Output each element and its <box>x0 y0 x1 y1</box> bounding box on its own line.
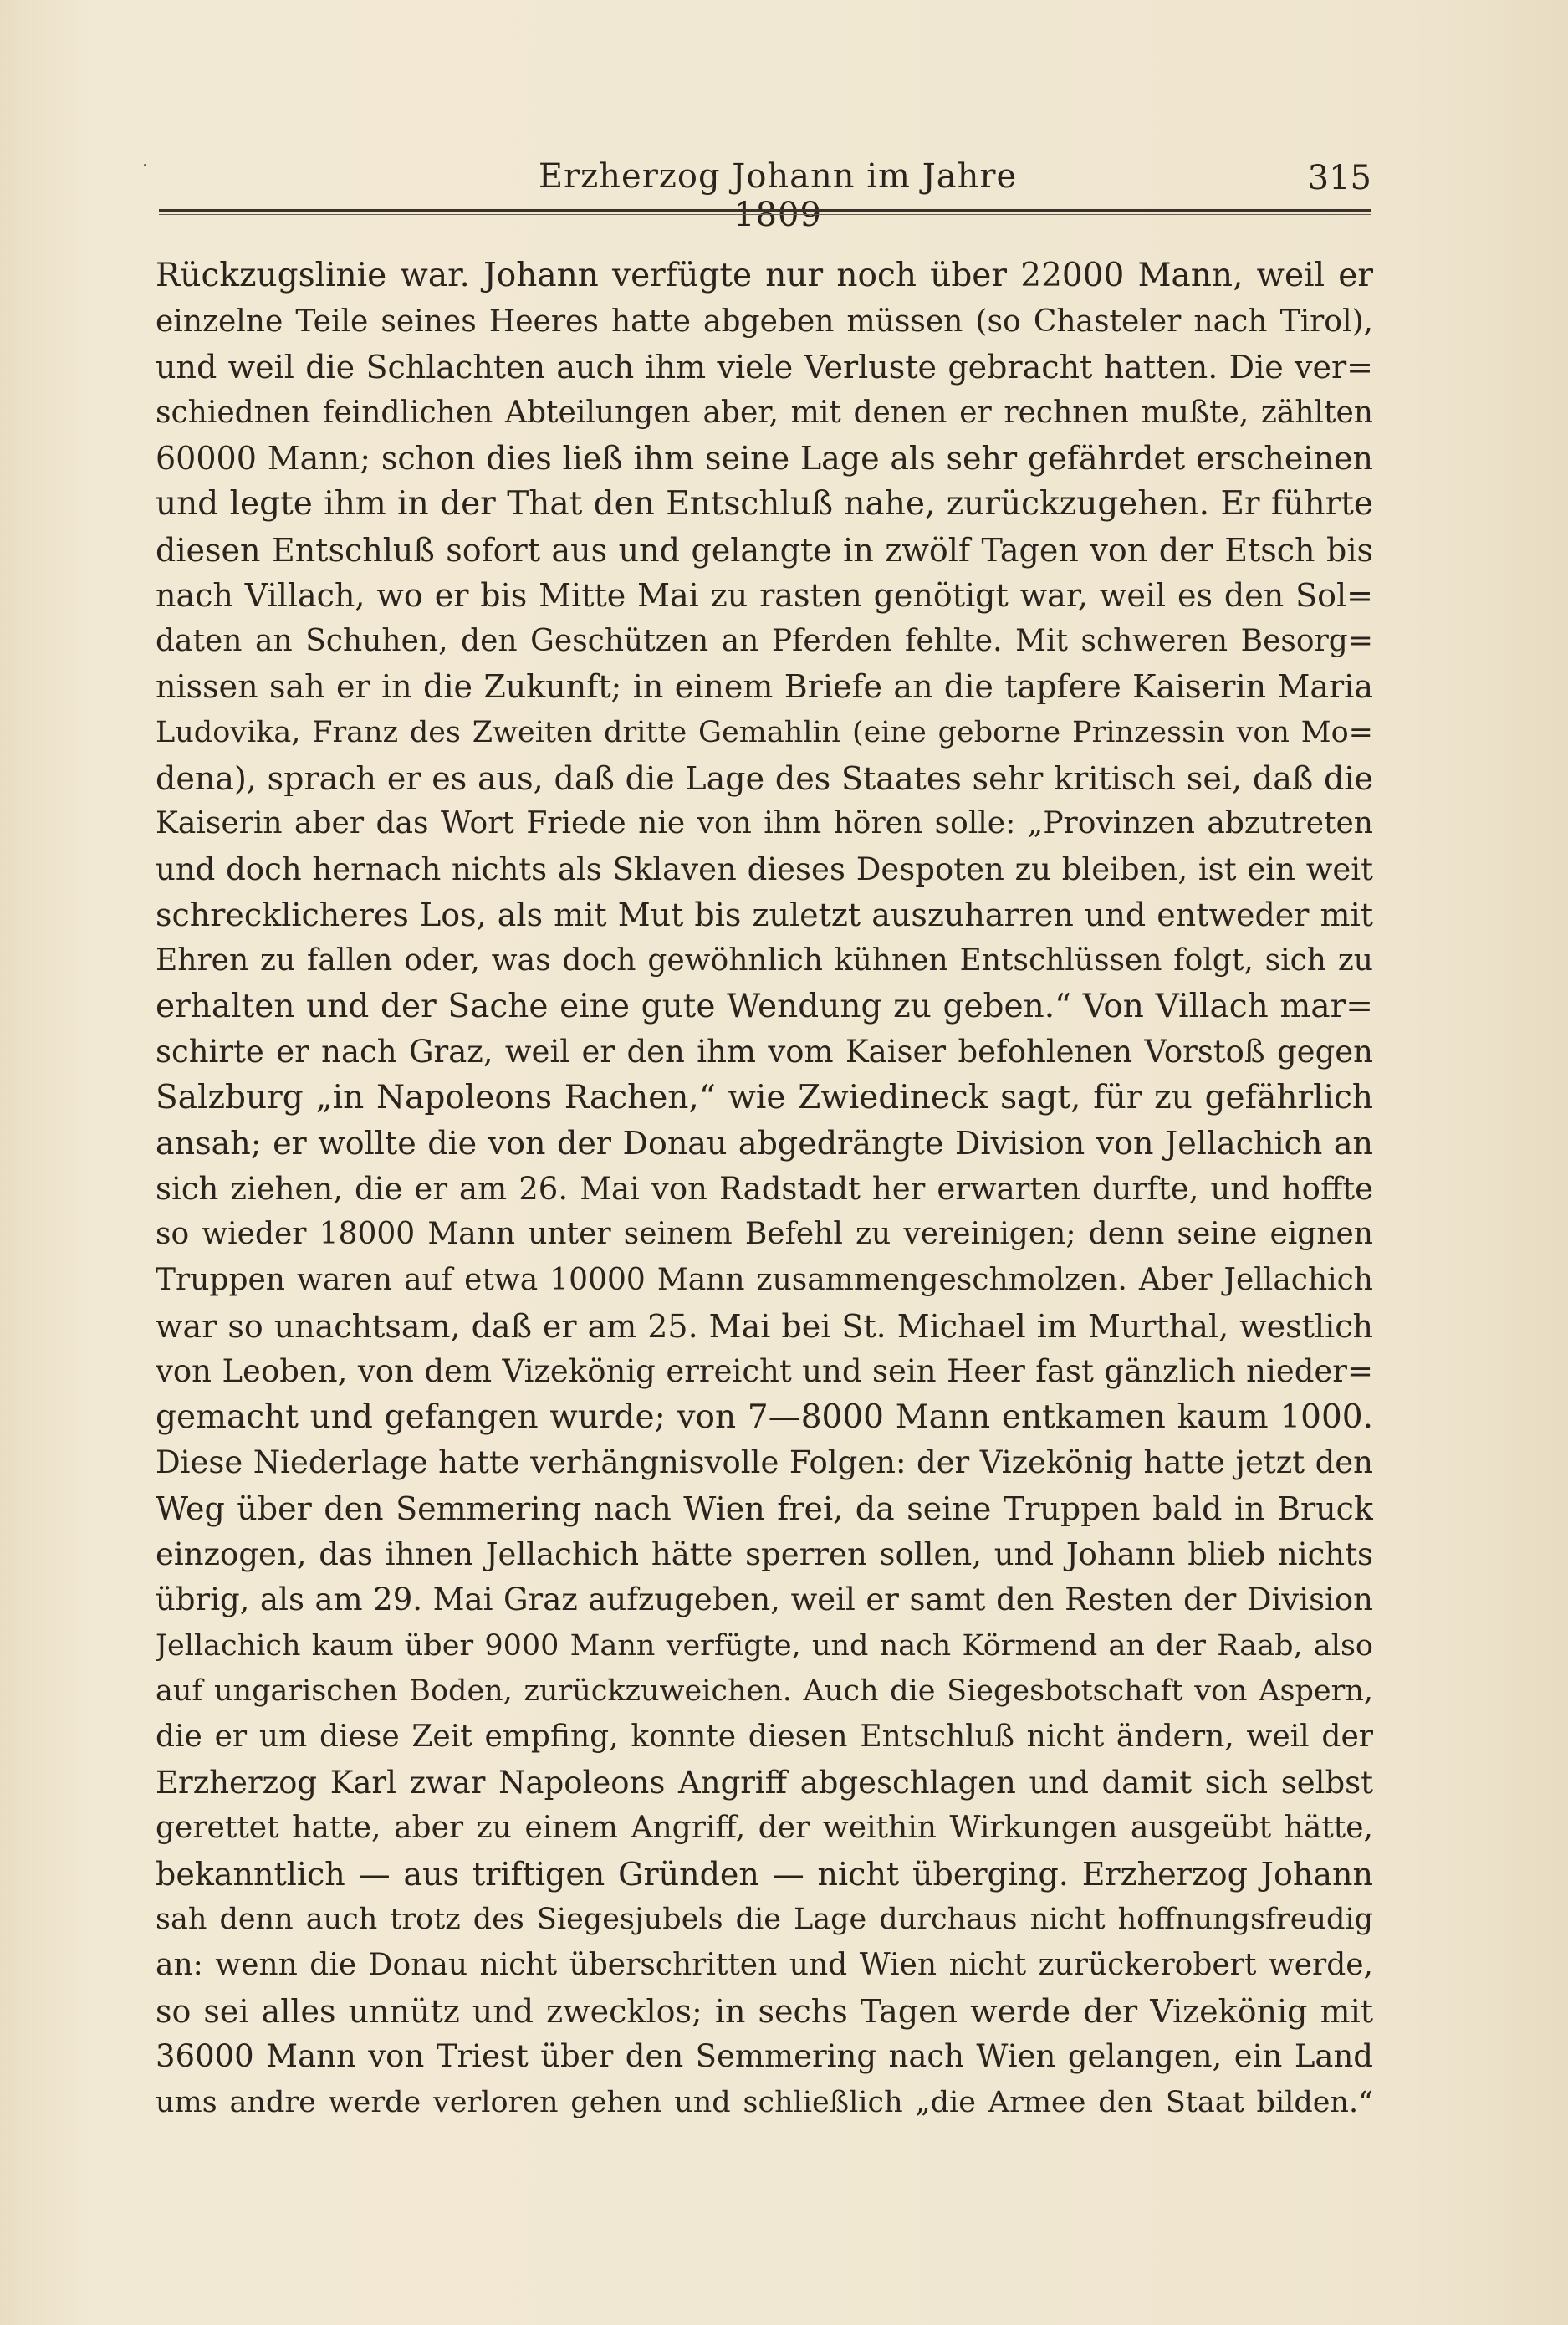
text-line: Ludovika, Franz des Zweiten dritte Gemahlin (eine geborne Prinzessin von Mo= <box>156 715 1373 749</box>
text-line: Rückzugslinie war. Johann verfügte nur noch über 22000 Mann, weil er <box>156 257 1373 294</box>
text-line: ansah; er wollte die von der Donau abgedrängte Division von Jellachich an <box>156 1125 1373 1162</box>
page-header <box>159 157 1371 234</box>
text-line: so sei alles unnütz und zwecklos; in sechs Tagen werde der Vizekönig mit <box>156 1992 1373 2030</box>
text-line: Salzburg „in Napoleons Rachen,“ wie Zwiedineck sagt, für zu gefährlich <box>156 1078 1373 1117</box>
text-line: gerettet hatte, aber zu einem Angriff, der weithin Wirkungen ausgeübt hätte, <box>156 1811 1373 1846</box>
text-line: Erzherzog Karl zwar Napoleons Angriff abgeschlagen und damit sich selbst <box>156 1764 1373 1801</box>
text-line: Weg über den Semmering nach Wien frei, da seine Truppen bald in Bruck <box>156 1490 1373 1528</box>
text-line: Diese Niederlage hatte verhängnisvolle Folgen: der Vizekönig hatte jetzt den <box>156 1444 1373 1481</box>
text-line: an: wenn die Donau nicht überschritten und Wien nicht zurückerobert werde, <box>156 1947 1373 1982</box>
text-line: schiednen feindlichen Abteilungen aber, mit denen er rechnen mußte, zählten <box>156 395 1373 430</box>
text-line: schirte er nach Graz, weil er den ihm vom Kaiser befohlenen Vorstoß gegen <box>156 1034 1373 1071</box>
page-number: 315 <box>1307 159 1371 197</box>
header-rule-thin <box>159 214 1371 215</box>
text-line: diesen Entschluß sofort aus und gelangte in zwölf Tagen von der Etsch bis <box>156 531 1373 569</box>
text-line: nach Villach, wo er bis Mitte Mai zu rasten genötigt war, weil es den Sol= <box>156 577 1373 615</box>
text-line: von Leoben, von dem Vizekönig erreicht und sein Heer fast gänzlich nieder= <box>156 1353 1373 1390</box>
header-rule <box>159 209 1371 212</box>
text-line: 60000 Mann; schon dies ließ ihm seine Lage als sehr gefährdet erscheinen <box>156 440 1373 478</box>
text-line: bekanntlich — aus triftigen Gründen — nicht überging. Erzherzog Johann <box>156 1855 1373 1893</box>
text-line: 36000 Mann von Triest über den Semmering nach Wien gelangen, ein Land <box>156 2038 1373 2075</box>
text-line: und doch hernach nichts als Sklaven dieses Despoten zu bleiben, ist ein weit <box>156 851 1373 887</box>
text-line: einzogen, das ihnen Jellachich hätte sperren sollen, und Johann blieb nichts <box>156 1536 1373 1572</box>
text-line: Kaiserin aber das Wort Friede nie von ihm hören solle: „Provinzen abzutreten <box>156 806 1373 841</box>
text-line: war so unachtsam, daß er am 25. Mai bei St. Michael im Murthal, westlich <box>156 1307 1373 1345</box>
text-line: übrig, als am 29. Mai Graz aufzugeben, weil er samt den Resten der Division <box>156 1582 1373 1618</box>
text-line: daten an Schuhen, den Geschützen an Pferden fehlte. Mit schweren Besorg= <box>156 623 1373 658</box>
running-title: Erzherzog Johann im Jahre 1809 <box>538 157 1018 234</box>
text-line: so wieder 18000 Mann unter seinem Befehl zu vereinigen; denn seine eignen <box>156 1217 1373 1252</box>
text-line: und legte ihm in der That den Entschluß nahe, zurückzugehen. Er führte <box>156 484 1373 523</box>
text-line: einzelne Teile seines Heeres hatte abgeben müssen (so Chasteler nach Tirol), <box>156 304 1373 339</box>
text-line: erhalten und der Sache eine gute Wendung zu geben.“ Von Villach mar= <box>156 987 1373 1025</box>
text-line: nissen sah er in die Zukunft; in einem Briefe an die tapfere Kaiserin Maria <box>156 668 1373 706</box>
text-line: Truppen waren auf etwa 10000 Mann zusammengeschmolzen. Aber Jellachich <box>156 1263 1373 1298</box>
text-line: Jellachich kaum über 9000 Mann verfügte, und nach Körmend an der Raab, also <box>156 1628 1373 1663</box>
text-line: die er um diese Zeit empfing, konnte diesen Entschluß nicht ändern, weil der <box>156 1719 1373 1754</box>
text-line: dena), sprach er es aus, daß die Lage des Staates sehr kritisch sei, daß die <box>156 759 1373 797</box>
text-line: sah denn auch trotz des Siegesjubels die Lage durchaus nicht hoffnungsfreudig <box>156 1903 1373 1937</box>
text-line: ums andre werde verloren gehen und schließlich „die Armee den Staat bilden.“ <box>156 2085 1373 2119</box>
text-line: sich ziehen, die er am 26. Mai von Radstadt her erwarten durfte, und hoffte <box>156 1170 1373 1207</box>
text-line: gemacht und gefangen wurde; von 7—8000 Mann entkamen kaum 1000. <box>156 1398 1373 1436</box>
text-line: und weil die Schlachten auch ihm viele Verluste gebracht hatten. Die ver= <box>156 349 1373 386</box>
paper-speck <box>144 164 146 166</box>
text-line: Ehren zu fallen oder, was doch gewöhnlich kühnen Entschlüssen folgt, sich zu <box>156 943 1373 978</box>
body-text <box>156 253 1373 2125</box>
text-line: schrecklicheres Los, als mit Mut bis zuletzt auszuharren und entweder mit <box>156 897 1373 934</box>
text-line: auf ungarischen Boden, zurückzuweichen. Auch die Siegesbotschaft von Aspern, <box>156 1674 1373 1709</box>
